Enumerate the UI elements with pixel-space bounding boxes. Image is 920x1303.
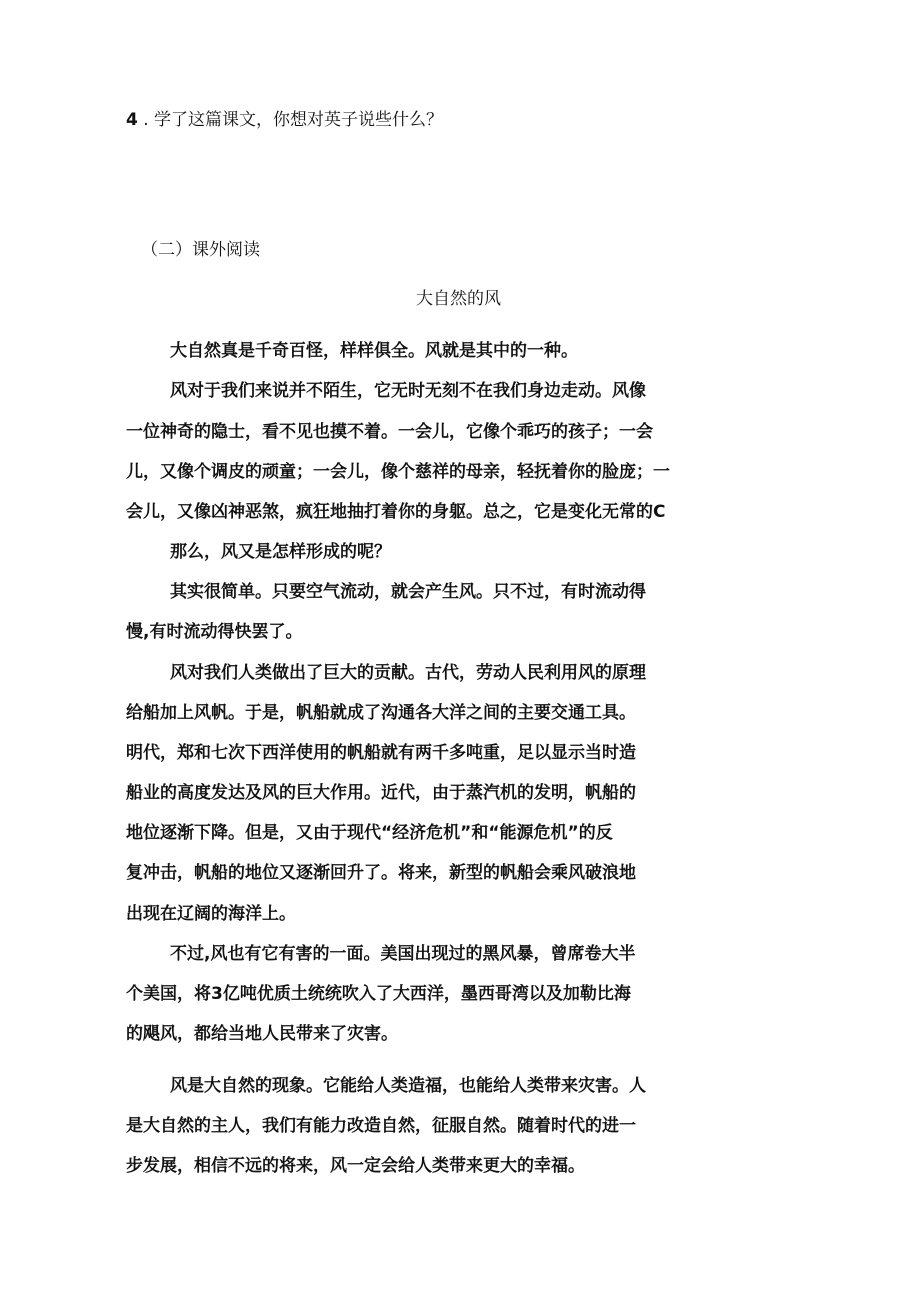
article-line: 步发展，相信不远的将来，风一定会给人类带来更大的幸福。 [126,1156,585,1176]
article-line: 复冲击，帆船的地位又逐渐回升了。将来，新型的帆船会乘风破浪地 [126,863,636,883]
article-line: 风是大自然的现象。它能给人类造福，也能给人类带来灾害。人 [170,1076,646,1096]
article-line: 儿，又像个调皮的顽童；一会儿，像个慈祥的母亲，轻抚着你的脸庞；一 [126,462,670,482]
article-line: 风对于我们来说并不陌生，它无时无刻不在我们身边走动。风像 [170,381,646,401]
section-heading: （二）课外阅读 [141,240,260,260]
article-line: 慢,有时流动得快罢了。 [126,622,303,642]
article-line: 会儿，又像凶神恶煞，疯狂地抽打着你的身躯。总之，它是变化无常的C [126,502,666,522]
question-text: . 学了这篇课文，你想对英子说些什么？ [137,110,444,130]
article-line: 大自然真是千奇百怪，样样俱全。风就是其中的一种。 [170,341,578,361]
article-line: 出现在辽阔的海洋上。 [126,904,296,924]
article-line: 的飓风，都给当地人民带来了灾害。 [126,1024,398,1044]
article-line: 给船加上风帆。于是，帆船就成了沟通各大洋之间的主要交通工具。 [126,703,636,723]
article-line: 地位逐渐下降。但是，又由于现代“经济危机”和“能源危机”的反 [126,823,613,843]
article-line: 那么，风又是怎样形成的呢？ [170,542,391,562]
article-line: 风对我们人类做出了巨大的贡献。古代，劳动人民利用风的原理 [170,663,646,683]
question-number: 4 [126,110,138,130]
article-line: 一位神奇的隐士，看不见也摸不着。一会儿，它像个乖巧的孩子；一会 [126,422,653,442]
article-line: 个美国，将3亿吨优质土统统吹入了大西洋，墨西哥湾以及加勒比海 [126,984,631,1004]
question-4 [126,110,443,130]
article-line: 是大自然的主人，我们有能力改造自然，征服自然。随着时代的进一 [126,1116,636,1136]
article-title: 大自然的风 [416,289,501,309]
article-line: 明代，郑和七次下西洋使用的帆船就有两千多吨重，足以显示当时造 [126,743,636,763]
article-line: 其实很简单。只要空气流动，就会产生风。只不过，有时流动得 [170,582,646,602]
article-line: 船业的高度发达及风的巨大作用。近代，由于蒸汽机的发明，帆船的 [126,783,636,803]
article-line: 不过,风也有它有害的一面。美国出现过的黑风暴，曾席卷大半 [170,944,636,964]
